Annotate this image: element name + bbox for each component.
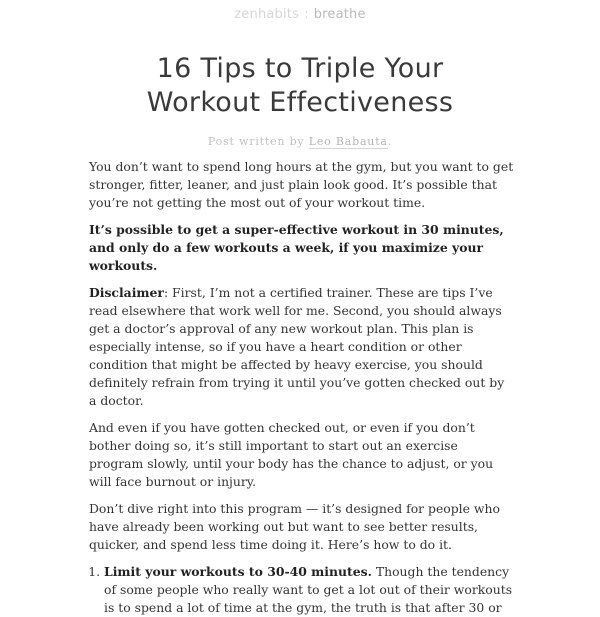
tips-list — [89, 563, 515, 617]
article-title — [0, 52, 600, 120]
tip-item — [104, 563, 515, 617]
article-title-line-1: 16 Tips to Triple Your — [156, 53, 444, 84]
disclaimer-paragraph — [89, 284, 515, 410]
article-title-line-2: Workout Effectiveness — [146, 87, 454, 118]
article-body — [89, 158, 515, 617]
dive-in-paragraph: Don’t dive right into this program — it’s designed for people who have already been working out but want to see better results, quicker, and spend less time doing it. Here’s how to do it. — [89, 501, 500, 552]
header-separator: : — [304, 7, 309, 22]
key-point-paragraph — [89, 221, 515, 275]
disclaimer-label: Disclaimer — [89, 285, 164, 300]
section-link-breathe[interactable]: breathe — [313, 7, 366, 22]
checked-out-paragraph: And even if you have gotten checked out, or even if you don’t bother doing so, it’s still important to start out an exercise program slowly, until your body has the chance to adjust, or you will face burnout or injury. — [89, 420, 494, 489]
tip-text: Though the tendency of some people who really want to get a lot out of their workouts is to spend a lot of time at the gym, the truth is that after 30 or — [104, 564, 513, 615]
byline — [0, 135, 600, 148]
byline-suffix: . — [387, 135, 393, 148]
site-brand-link[interactable]: zenhabits — [234, 7, 300, 22]
key-point-text: It’s possible to get a super-effective workout in 30 minutes, and only do a few workouts a week, if you maximize your workouts. — [89, 222, 504, 273]
tip-heading: Limit your workouts to 30-40 minutes. — [104, 564, 372, 579]
site-header — [0, 0, 600, 29]
author-link[interactable]: Leo Babauta — [308, 135, 388, 148]
disclaimer-text: : First, I’m not a certified trainer. These are tips I’ve read elsewhere that work well for me. Second, you should always get a doctor’s approval of any new workout plan. This plan is especially intense, so if you have a heart condition or other condition that might be affected by heavy exercise, you should definitely refrain from trying it until you’ve gotten checked out by a doctor. — [89, 285, 505, 408]
intro-paragraph: You don’t want to spend long hours at the gym, but you want to get stronger, fitter, leaner, and just plain look good. It’s possible that you’re not getting the most out of your workout time. — [89, 159, 514, 210]
byline-prefix: Post written by — [207, 135, 309, 148]
